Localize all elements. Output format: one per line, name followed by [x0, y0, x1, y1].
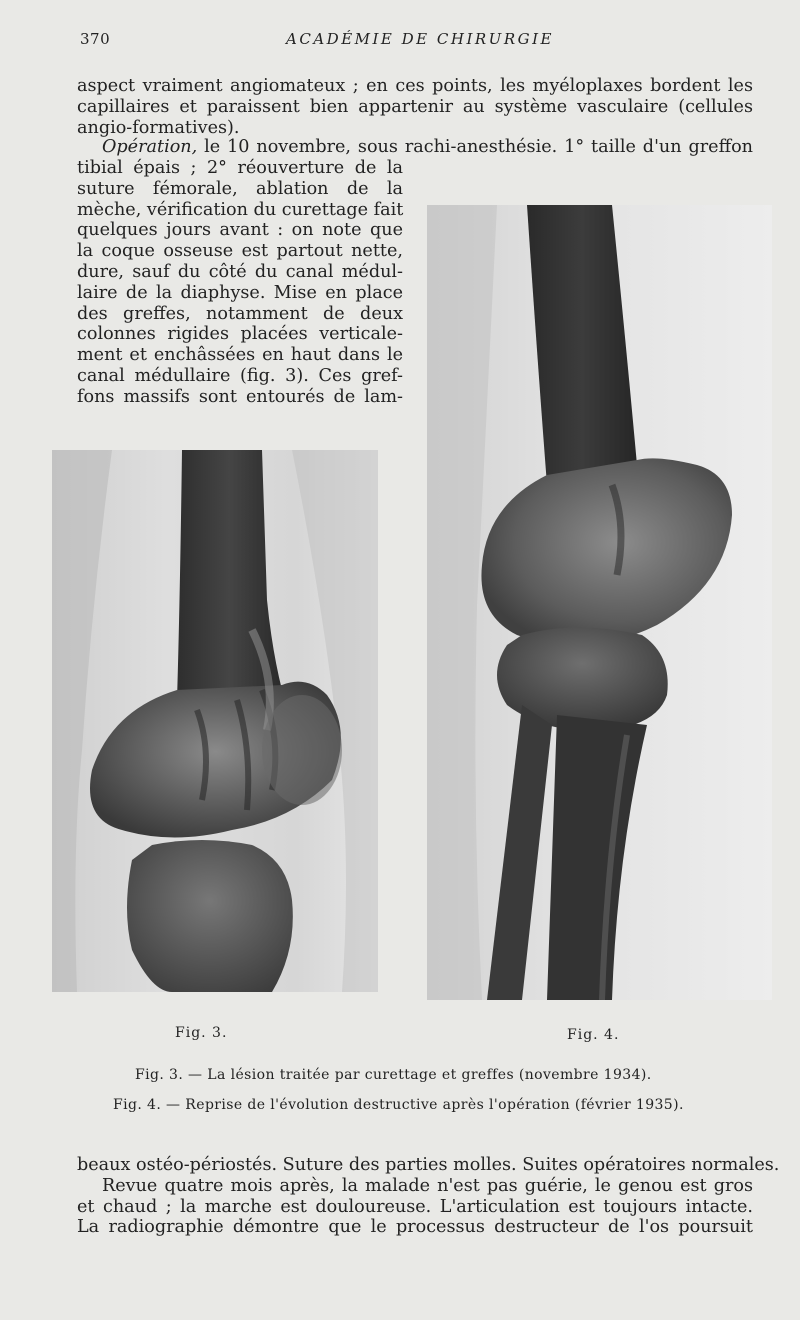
- figure-3-radiograph: [52, 450, 378, 992]
- text-line: fons massifs sont entourés de lam-: [77, 386, 403, 407]
- text-line: Revue quatre mois après, la malade n'est pas guérie, le genou est gros: [102, 1175, 753, 1196]
- text-line: canal médullaire (fig. 3). Ces gref-: [77, 365, 403, 386]
- running-title: ACADÉMIE DE CHIRURGIE: [286, 30, 554, 48]
- figure-3-caption: Fig. 3. — La lésion traitée par curettage et greffes (novembre 1934).: [135, 1067, 652, 1083]
- figure-4-radiograph: [427, 205, 772, 1000]
- text-line: laire de la diaphyse. Mise en place: [77, 282, 403, 303]
- text-line: des greffes, notamment de deux: [77, 303, 403, 324]
- paragraph-aspect: [77, 76, 753, 138]
- operation-label: Opération,: [102, 137, 198, 157]
- text-line: capillaires et paraissent bien appartenir au système vasculaire (cellules: [77, 96, 753, 117]
- text-line: tibial épais ; 2° réouverture de la: [77, 158, 403, 178]
- text-line: angio-formatives).: [77, 117, 240, 138]
- text-line: La radiographie démontre que le processus destructeur de l'os poursuit: [77, 1217, 753, 1238]
- text-line: colonnes rigides placées verticale-: [77, 324, 403, 345]
- text-line: dure, sauf du côté du canal médul-: [77, 261, 403, 282]
- operation-first-line-text: le 10 novembre, sous rachi-anesthésie. 1° taille d'un greffon: [197, 137, 753, 157]
- paragraph-operation-first-line: [77, 137, 753, 158]
- text-line: mèche, vérification du curettage fait: [77, 199, 404, 220]
- text-line: quelques jours avant : on note que: [77, 220, 403, 241]
- text-line: [77, 137, 753, 158]
- text-line: et chaud ; la marche est douloureuse. L'articulation est toujours intacte.: [77, 1196, 753, 1217]
- paragraph-operation-column: [77, 158, 403, 408]
- figure-4-caption: Fig. 4. — Reprise de l'évolution destructive après l'opération (février 1935).: [113, 1097, 684, 1113]
- text-line: suture fémorale, ablation de la: [77, 178, 403, 199]
- figure-3-label: Fig. 3.: [175, 1025, 228, 1041]
- text-line: ment et enchâssées en haut dans le: [77, 345, 403, 366]
- text-line: aspect vraiment angiomateux ; en ces points, les myéloplaxes bordent les: [77, 76, 753, 96]
- paragraph-bottom: [77, 1155, 780, 1238]
- text-line: beaux ostéo-périostés. Suture des parties molles. Suites opératoires normales.: [77, 1155, 780, 1175]
- text-line: la coque osseuse est partout nette,: [77, 241, 403, 262]
- figure-4-label: Fig. 4.: [567, 1027, 620, 1043]
- page-number: 370: [80, 30, 111, 48]
